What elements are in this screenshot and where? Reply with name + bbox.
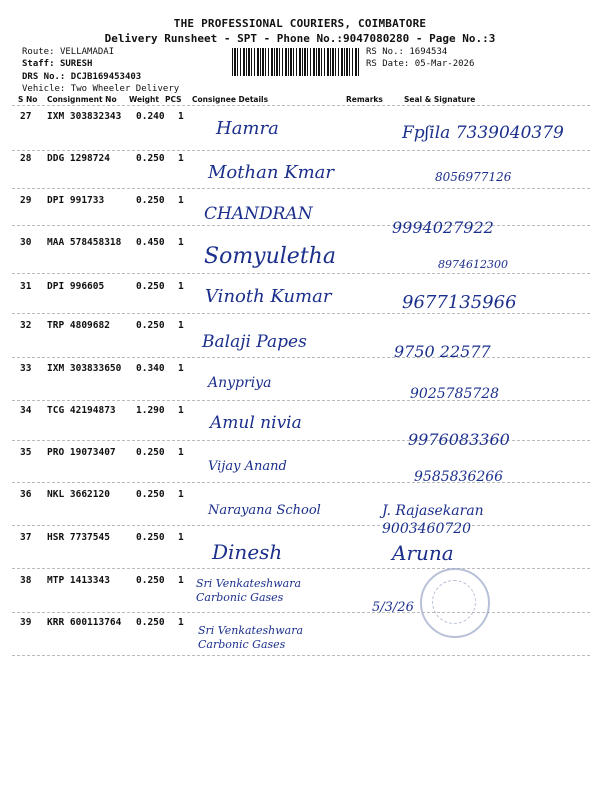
- row-consignee-handwritten: Somyuletha: [204, 244, 336, 269]
- row-divider: [12, 105, 590, 106]
- row-signature-handwritten: 9976083360: [408, 430, 510, 449]
- row-divider: [12, 568, 590, 569]
- row-divider: [12, 655, 590, 656]
- rs-date-label: RS Date:: [366, 59, 410, 69]
- drs-value: DCJB169453403: [70, 72, 142, 82]
- row-signature-handwritten: 9025785728: [410, 386, 500, 402]
- row-consignment-number: DPI 996605: [47, 281, 105, 292]
- row-consignee-handwritten: Vijay Anand: [208, 459, 287, 474]
- row-weight: 0.250: [136, 489, 165, 500]
- row-pieces: 1: [178, 363, 184, 374]
- row-serial-number: 36: [20, 489, 32, 500]
- row-consignee-handwritten: Vinoth Kumar: [205, 286, 332, 307]
- row-consignee-handwritten: Mothan Kmar: [208, 162, 334, 183]
- row-weight: 0.250: [136, 195, 165, 206]
- row-pieces: 1: [178, 405, 184, 416]
- row-consignment-number: IXM 303832343: [47, 111, 122, 122]
- row-signature-handwritten: 8056977126: [435, 170, 512, 184]
- row-consignment-number: DDG 1298724: [47, 153, 110, 164]
- row-serial-number: 37: [20, 532, 32, 543]
- col-consignment: Consignment No: [47, 95, 117, 104]
- rs-date-line: [366, 59, 474, 69]
- row-consignment-number: NKL 3662120: [47, 489, 110, 500]
- row-consignment-number: MTP 1413343: [47, 575, 110, 586]
- row-consignee-handwritten: Hamra: [216, 118, 279, 139]
- col-weight: Weight: [129, 95, 159, 104]
- row-weight: 0.250: [136, 575, 165, 586]
- row-consignee-handwritten: Dinesh: [212, 540, 283, 564]
- row-signature-handwritten: J. Rajasekaran 9003460720: [382, 503, 484, 537]
- row-serial-number: 33: [20, 363, 32, 374]
- staff-label: Staff:: [22, 59, 55, 69]
- row-pieces: 1: [178, 617, 184, 628]
- row-divider: [12, 313, 590, 314]
- runsheet-subtitle: Delivery Runsheet - SPT - Phone No.:9047080280 - Page No.:3: [104, 32, 496, 45]
- row-pieces: 1: [178, 195, 184, 206]
- staff-value: SURESH: [59, 59, 93, 69]
- row-serial-number: 30: [20, 237, 32, 248]
- row-divider: [12, 400, 590, 401]
- row-consignment-number: TRP 4809682: [47, 320, 110, 331]
- row-divider: [12, 612, 590, 613]
- row-weight: 0.250: [136, 532, 165, 543]
- row-consignee-handwritten: Balaji Papes: [202, 332, 307, 352]
- row-serial-number: 29: [20, 195, 32, 206]
- row-consignment-number: PRO 19073407: [47, 447, 116, 458]
- row-consignee-handwritten: CHANDRAN: [204, 204, 313, 224]
- row-divider: [12, 273, 590, 274]
- row-divider: [12, 150, 590, 151]
- row-weight: 1.290: [136, 405, 165, 416]
- col-signature: Seal & Signature: [404, 95, 476, 104]
- staff-line: [22, 59, 92, 69]
- company-seal-inner: [432, 580, 476, 624]
- row-weight: 0.250: [136, 320, 165, 331]
- row-pieces: 1: [178, 320, 184, 331]
- row-signature-handwritten: Aruna: [392, 541, 454, 565]
- drs-label: DRS No.:: [22, 72, 66, 82]
- row-consignment-number: HSR 7737545: [47, 532, 110, 543]
- rs-no-label: RS No.:: [366, 47, 404, 57]
- col-remarks: Remarks: [346, 95, 383, 104]
- row-pieces: 1: [178, 532, 184, 543]
- row-signature-handwritten: 9994027922: [392, 218, 494, 237]
- vehicle-value: Two Wheeler Delivery: [70, 84, 180, 94]
- row-signature-handwritten: Fpʃila 7339040379: [402, 123, 564, 143]
- row-pieces: 1: [178, 111, 184, 122]
- col-sno: S No: [18, 95, 38, 104]
- row-serial-number: 34: [20, 405, 32, 416]
- row-consignee-handwritten: Anypriya: [208, 375, 272, 391]
- row-signature-handwritten: 9750 22577: [394, 342, 491, 361]
- row-consignee-handwritten: Narayana School: [208, 503, 321, 518]
- row-consignment-number: IXM 303833650: [47, 363, 122, 374]
- rs-no-line: [366, 47, 447, 57]
- row-serial-number: 28: [20, 153, 32, 164]
- row-weight: 0.250: [136, 153, 165, 164]
- vehicle-label: Vehicle:: [22, 84, 66, 94]
- rs-no-value: 1694534: [409, 47, 448, 57]
- company-title: THE PROFESSIONAL COURIERS, COIMBATORE: [173, 17, 427, 30]
- row-serial-number: 35: [20, 447, 32, 458]
- row-consignee-handwritten: Amul nivia: [210, 413, 302, 433]
- row-weight: 0.250: [136, 447, 165, 458]
- row-weight: 0.250: [136, 281, 165, 292]
- row-consignment-number: TCG 42194873: [47, 405, 116, 416]
- row-consignment-number: MAA 578458318: [47, 237, 122, 248]
- row-pieces: 1: [178, 575, 184, 586]
- row-consignee-handwritten: Sri Venkateshwara Carbonic Gases: [196, 577, 302, 605]
- row-signature-handwritten: 5/3/26: [372, 600, 414, 615]
- route-label: Route:: [22, 47, 55, 57]
- row-weight: 0.450: [136, 237, 165, 248]
- row-divider: [12, 188, 590, 189]
- row-weight: 0.340: [136, 363, 165, 374]
- row-pieces: 1: [178, 447, 184, 458]
- row-consignee-handwritten: Sri Venkateshwara Carbonic Gases: [198, 624, 304, 652]
- row-divider: [12, 482, 590, 483]
- row-serial-number: 27: [20, 111, 32, 122]
- row-signature-handwritten: 9677135966: [402, 292, 517, 313]
- barcode: [232, 48, 360, 76]
- row-weight: 0.240: [136, 111, 165, 122]
- col-pcs: PCS: [165, 95, 182, 104]
- row-pieces: 1: [178, 281, 184, 292]
- row-pieces: 1: [178, 489, 184, 500]
- drs-line: [22, 72, 141, 82]
- row-consignment-number: DPI 991733: [47, 195, 105, 206]
- row-signature-handwritten: 9585836266: [414, 469, 504, 485]
- route-line: [22, 47, 114, 57]
- row-serial-number: 39: [20, 617, 32, 628]
- route-value: VELLAMADAI: [59, 47, 115, 57]
- row-consignment-number: KRR 600113764: [47, 617, 122, 628]
- row-divider: [12, 225, 590, 226]
- row-serial-number: 31: [20, 281, 32, 292]
- row-divider: [12, 357, 590, 358]
- row-serial-number: 32: [20, 320, 32, 331]
- col-consignee: Consignee Details: [192, 95, 269, 104]
- row-signature-handwritten: 8974612300: [438, 258, 508, 271]
- row-weight: 0.250: [136, 617, 165, 628]
- row-serial-number: 38: [20, 575, 32, 586]
- row-pieces: 1: [178, 153, 184, 164]
- vehicle-line: [22, 84, 179, 94]
- row-pieces: 1: [178, 237, 184, 248]
- rs-date-value: 05-Mar-2026: [414, 59, 475, 69]
